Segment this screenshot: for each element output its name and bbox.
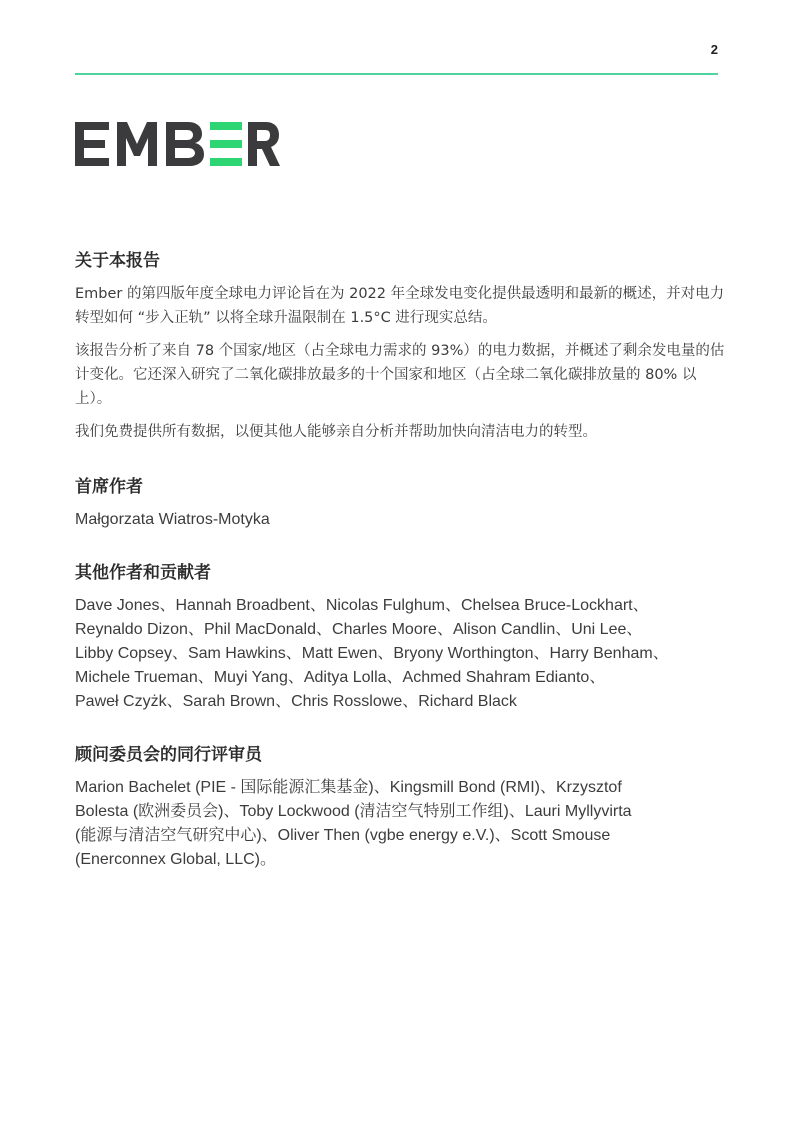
contributors-line: Libby Copsey、Sam Hawkins、Matt Ewen、Bryony Worthington、Harry Benham、 (75, 645, 669, 662)
contributors-section (75, 560, 725, 714)
reviewers-line: Bolesta (欧洲委员会)、Toby Lockwood (清洁空气特别工作组)、Lauri Myllyvirta (75, 803, 632, 820)
reviewers-section (75, 742, 725, 872)
logo-letter-m (117, 122, 157, 166)
logo-letter-b (166, 122, 204, 166)
report-content (75, 248, 725, 900)
contributors-line: Reynaldo Dizon、Phil MacDonald、Charles Moore、Alison Candlin、Uni Lee、 (75, 621, 643, 638)
lead-author-name: Małgorzata Wiatros-Motyka (75, 511, 270, 528)
lead-author-heading: 首席作者 (75, 477, 143, 497)
about-paragraph-1: Ember 的第四版年度全球电力评论旨在为 2022 年全球发电变化提供最透明和最新的概述，并对电力转型如何 “步入正轨” 以将全球升温限制在 1.5°C 进行现实总结。 (75, 286, 725, 326)
lead-author-section (75, 474, 725, 532)
ember-logo (75, 120, 280, 168)
contributors-line: Michele Trueman、Muyi Yang、Aditya Lolla、Achmed Shahram Edianto、 (75, 669, 606, 686)
page-number: 2 (710, 42, 718, 57)
about-paragraph-3: 我们免费提供所有数据，以便其他人能够亲自分析并帮助加快向清洁电力的转型。 (75, 424, 597, 440)
contributors-heading: 其他作者和贡献者 (75, 563, 211, 583)
header-divider (75, 73, 718, 75)
about-heading: 关于本报告 (75, 251, 160, 271)
reviewers-heading: 顾问委员会的同行评审员 (75, 745, 262, 765)
reviewers-line: Marion Bachelet (PIE - 国际能源汇集基金)、Kingsmill Bond (RMI)、Krzysztof (75, 779, 622, 796)
logo-letter-r (248, 122, 280, 166)
logo-letter-e2-accent (210, 122, 242, 166)
about-section (75, 248, 725, 444)
about-paragraph-2: 该报告分析了来自 78 个国家/地区（占全球电力需求的 93%）的电力数据，并概述了剩余发电量的估计变化。它还深入研究了二氧化碳排放最多的十个国家和地区（占全球二氧化碳排放量的 80% 以上）。 (75, 343, 725, 407)
contributors-line: Paweł Czyżk、Sarah Brown、Chris Rosslowe、Richard Black (75, 693, 517, 710)
reviewers-line: (能源与清洁空气研究中心)、Oliver Then (vgbe energy e.V.)、Scott Smouse (75, 827, 611, 844)
logo-letter-e1 (75, 122, 109, 166)
reviewers-line: (Enerconnex Global, LLC)。 (75, 851, 276, 868)
contributors-line: Dave Jones、Hannah Broadbent、Nicolas Fulghum、Chelsea Bruce-Lockhart、 (75, 597, 649, 614)
